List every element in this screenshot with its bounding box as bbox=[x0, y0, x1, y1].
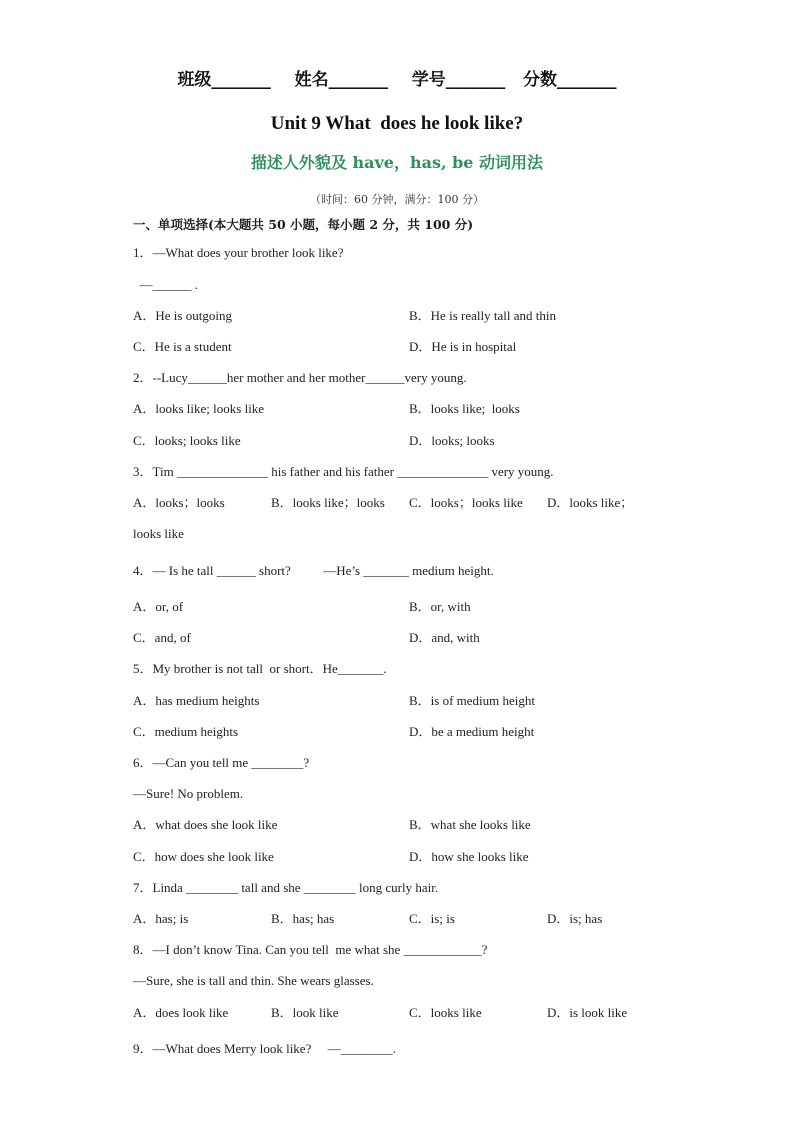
question-3-stem: 3．Tim ______________ his father and his father ______________ very young. bbox=[133, 464, 554, 479]
question-8-dialogue-reply: —Sure, she is tall and thin. She wears glasses. bbox=[133, 973, 374, 988]
question-6-dialogue-reply: —Sure! No problem. bbox=[133, 786, 244, 801]
question-8-option-d: D．is look like bbox=[547, 1005, 628, 1020]
question-5-option-a: A．has medium heights bbox=[133, 693, 260, 708]
question-8-stem: 8．—I don’t know Tina. Can you tell me what she ____________? bbox=[133, 942, 488, 957]
question-2-option-d: D．looks; looks bbox=[409, 433, 495, 448]
question-6-option-b: B．what she looks like bbox=[409, 817, 531, 832]
question-1-option-c: C．He is a student bbox=[133, 339, 232, 354]
question-3-option-c: C．looks；looks like bbox=[409, 495, 523, 510]
question-8-option-b: B．look like bbox=[271, 1005, 339, 1020]
question-5-stem: 5．My brother is not tall or short．He_______. bbox=[133, 661, 387, 676]
question-4-stem: 4．— Is he tall ______ short? —He’s _______ medium height. bbox=[133, 563, 494, 578]
page-subtitle: 描述人外貌及 have，has, be 动词用法 bbox=[250, 153, 544, 172]
question-2-stem: 2．--Lucy______her mother and her mother______very young. bbox=[133, 370, 467, 385]
question-4-option-b: B．or, with bbox=[409, 599, 471, 614]
section-heading: 一、单项选择(本大题共 50 小题，每小题 2 分，共 100 分) bbox=[133, 217, 474, 232]
question-8-option-c: C．looks like bbox=[409, 1005, 482, 1020]
question-6-option-a: A．what does she look like bbox=[133, 817, 278, 832]
question-3-option-d: D．looks like； bbox=[547, 495, 634, 510]
question-8-option-a: A．does look like bbox=[133, 1005, 229, 1020]
student-info-header: 班级_______ 姓名_______ 学号_______ 分数_______ bbox=[177, 70, 617, 90]
question-5-option-b: B．is of medium height bbox=[409, 693, 536, 708]
question-6-option-d: D．how she looks like bbox=[409, 849, 529, 864]
page-title: Unit 9 What does he look like? bbox=[270, 113, 524, 134]
question-1-answer-line: —______ . bbox=[133, 277, 198, 292]
question-2-option-c: C．looks; looks like bbox=[133, 433, 241, 448]
question-4-option-d: D．and, with bbox=[409, 630, 480, 645]
question-7-option-d: D．is; has bbox=[547, 911, 603, 926]
question-4-option-a: A．or, of bbox=[133, 599, 184, 614]
time-score-note: （时间：60 分钟，满分：100 分） bbox=[310, 193, 484, 206]
question-1-option-b: B．He is really tall and thin bbox=[409, 308, 556, 323]
question-5-option-c: C．medium heights bbox=[133, 724, 239, 739]
question-4-option-c: C．and, of bbox=[133, 630, 191, 645]
question-2-option-a: A．looks like; looks like bbox=[133, 401, 265, 416]
question-1-option-a: A．He is outgoing bbox=[133, 308, 232, 323]
question-5-option-d: D．be a medium height bbox=[409, 724, 535, 739]
question-1-stem: 1．—What does your brother look like? bbox=[133, 245, 344, 260]
question-2-option-b: B．looks like; looks bbox=[409, 401, 520, 416]
question-1-option-d: D．He is in hospital bbox=[409, 339, 517, 354]
question-7-option-c: C．is; is bbox=[409, 911, 455, 926]
question-3-option-d-continued: looks like bbox=[133, 526, 184, 541]
question-3-option-a: A．looks；looks bbox=[133, 495, 225, 510]
question-7-option-a: A．has; is bbox=[133, 911, 189, 926]
question-7-stem: 7．Linda ________ tall and she ________ long curly hair. bbox=[133, 880, 439, 895]
question-9-stem: 9．—What does Merry look like? —________. bbox=[133, 1041, 396, 1056]
question-6-stem: 6．—Can you tell me ________? bbox=[133, 755, 310, 770]
question-7-option-b: B．has; has bbox=[271, 911, 335, 926]
question-3-option-b: B．looks like；looks bbox=[271, 495, 385, 510]
question-6-option-c: C．how does she look like bbox=[133, 849, 274, 864]
